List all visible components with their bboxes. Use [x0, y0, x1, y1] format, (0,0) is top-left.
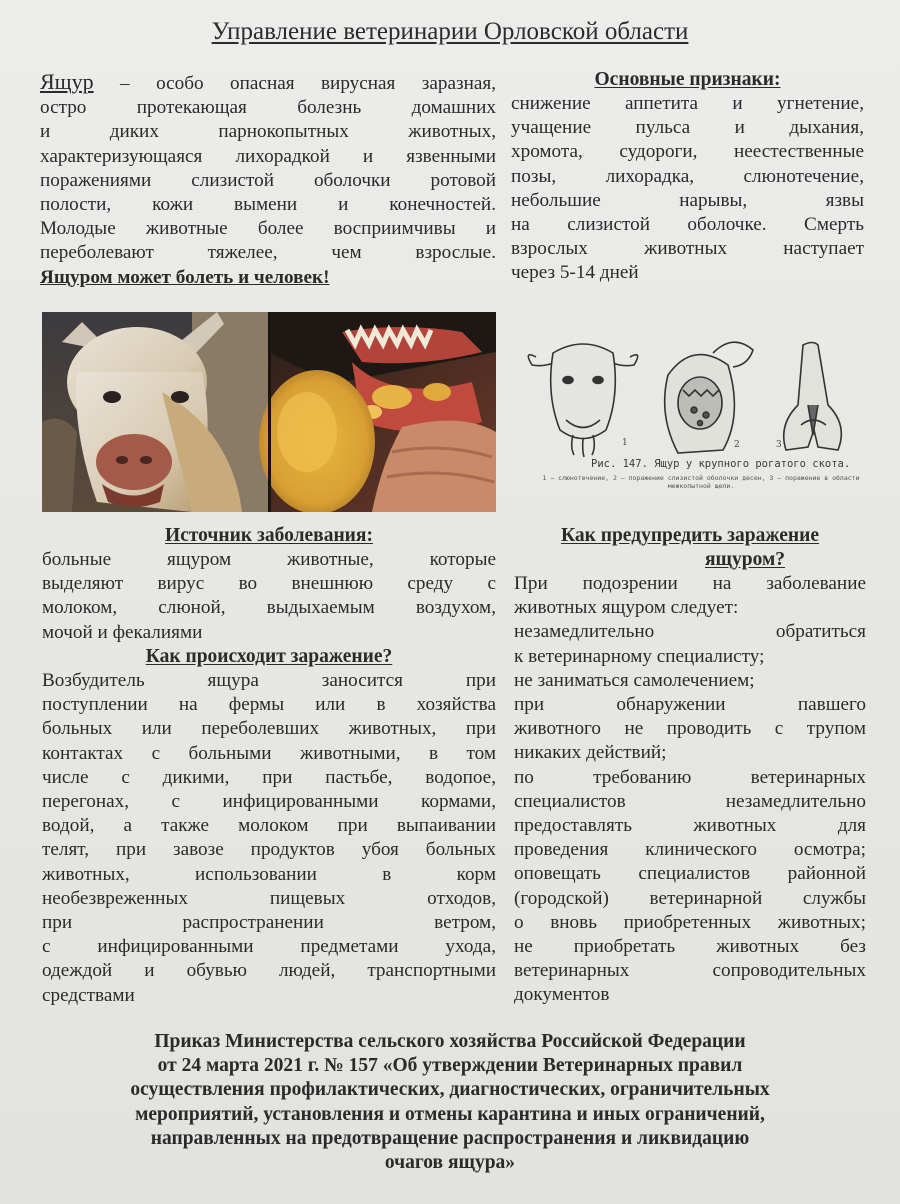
infection-line: при распространении ветром,	[42, 912, 496, 934]
infection-line: животных, использовании в корм	[42, 863, 496, 885]
infection-section	[42, 645, 496, 1008]
figure-number-1: 1	[622, 438, 628, 448]
photo-collage-image	[42, 312, 496, 512]
signs-line: на слизистой оболочке. Смерть	[511, 214, 864, 236]
prevention-line: проведения клинического осмотра;	[514, 839, 866, 861]
infection-heading: Как происходит заражение?	[145, 646, 393, 667]
page-title: Управление ветеринарии Орловской области	[211, 18, 689, 45]
infection-line: необезвреженных пищевых отходов,	[42, 887, 496, 909]
footer-line: осуществления профилактических, диагностических, ограничительных	[130, 1079, 770, 1101]
prevention-line: незамедлительно обратиться	[514, 621, 866, 643]
ministry-order-footer	[60, 1030, 840, 1175]
intro-line: Ящур – особо опасная вирусная заразная,	[40, 69, 496, 94]
disease-keyword: Ящур	[40, 69, 94, 94]
footer-line: мероприятий, установления и отмены карантина и иных ограничений,	[135, 1103, 765, 1125]
source-line: выделяют вирус во внешнюю среду с	[42, 573, 496, 595]
intro-line: переболевают тяжелее, чем взрослые.	[40, 242, 496, 264]
prevention-line: по требованию ветеринарных	[514, 766, 866, 788]
figure-legend: 1 — слюнотечение, 2 — поражение слизистой оболочки десен, 3 — поражение в области межкопытной щели.	[542, 474, 860, 490]
prevention-section	[514, 524, 866, 1008]
prevention-line: при обнаружении павшего	[514, 694, 866, 716]
prevention-line: никаких действий;	[514, 742, 667, 764]
intro-line: и диких парнокопытных животных,	[40, 121, 496, 143]
prevention-heading-line: Как предупредить заражение	[560, 525, 820, 546]
prevention-line: животных ящуром следует:	[514, 597, 739, 619]
intro-line: остро протекающая болезнь домашних	[40, 97, 496, 119]
source-line: молоком, слюной, выдыхаемым воздухом,	[42, 597, 496, 619]
prevention-line: специалистов незамедлительно	[514, 790, 866, 812]
footer-line: направленных на предотвращение распространения и ликвидацию	[150, 1127, 750, 1149]
footer-line: от 24 марта 2021 г. № 157 «Об утверждении Ветеринарных правил	[157, 1055, 743, 1077]
infection-line: Возбудитель ящура заносится при	[42, 670, 496, 691]
signs-line: позы, лихорадка, слюнотечение,	[511, 165, 864, 187]
intro-line: характеризующаяся лихорадкой и язвенными	[40, 145, 496, 167]
intro-line: полости, кожи вымени и конечностей.	[40, 194, 496, 216]
prevention-line: о вновь приобретенных животных;	[514, 911, 866, 933]
source-heading: Источник заболевания:	[165, 525, 373, 546]
prevention-line: ветеринарных сопроводительных	[514, 960, 866, 982]
intro-section	[40, 70, 496, 290]
figure-number-2: 2	[734, 440, 740, 450]
signs-line: небольшие нарывы, язвы	[511, 189, 864, 211]
prevention-line: При подозрении на заболевание	[514, 573, 866, 594]
prevention-line: животного не проводить с трупом	[514, 718, 866, 740]
infection-line: контактах с больными животными, в том	[42, 742, 496, 764]
human-warning: Ящуром может болеть и человек!	[40, 266, 330, 288]
prevention-line: предоставлять животных для	[514, 815, 866, 837]
cattle-lesions-drawing	[518, 335, 868, 460]
signs-line: снижение аппетита и угнетение,	[511, 93, 864, 114]
source-section	[42, 524, 496, 645]
intro-line: поражениями слизистой оболочки ротовой	[40, 169, 496, 191]
signs-line: учащение пульса и дыхания,	[511, 117, 864, 139]
infection-line: перегонах, с инфицированными кормами,	[42, 791, 496, 813]
infection-line: средствами	[42, 984, 135, 1006]
disease-photos	[42, 312, 496, 512]
infection-line: водой, а также молоком при выпаивании	[42, 815, 496, 837]
source-line: мочой и фекалиями	[42, 621, 203, 643]
prevention-line: не приобретать животных без	[514, 936, 866, 958]
prevention-line: не заниматься самолечением;	[514, 669, 755, 691]
source-line: больные ящуром животные, которые	[42, 549, 496, 570]
infection-line: больных или переболевших животных, при	[42, 718, 496, 740]
prevention-heading-line: ящуром?	[704, 549, 786, 570]
intro-line: Молодые животные более восприимчивы и	[40, 218, 496, 240]
infection-line: с инфицированными предметами ухода,	[42, 936, 496, 958]
figure-caption: Рис. 147. Ящур у крупного рогатого скота.	[591, 458, 851, 470]
prevention-line: (городской) ветеринарной службы	[514, 887, 866, 909]
infection-line: одеждой и обувью людей, транспортными	[42, 960, 496, 982]
footer-line: очагов ящура»	[384, 1152, 516, 1174]
prevention-line: оповещать специалистов районной	[514, 863, 866, 885]
infection-line: числе с дикими, при пастьбе, водопое,	[42, 766, 496, 788]
prevention-line: документов	[514, 984, 610, 1006]
signs-heading: Основные признаки:	[594, 69, 781, 90]
infection-line: телят, при завозе продуктов убоя больных	[42, 839, 496, 861]
signs-section	[511, 68, 864, 286]
signs-line: через 5-14 дней	[511, 262, 639, 284]
signs-line: взрослых животных наступает	[511, 238, 864, 260]
footer-line: Приказ Министерства сельского хозяйства Российской Федерации	[154, 1031, 746, 1052]
signs-line: хромота, судороги, неестественные	[511, 141, 864, 163]
infection-line: поступлении на фермы или в хозяйства	[42, 694, 496, 716]
figure-number-3: 3	[776, 440, 782, 450]
textbook-illustration	[518, 335, 868, 495]
prevention-line: к ветеринарному специалисту;	[514, 645, 765, 667]
